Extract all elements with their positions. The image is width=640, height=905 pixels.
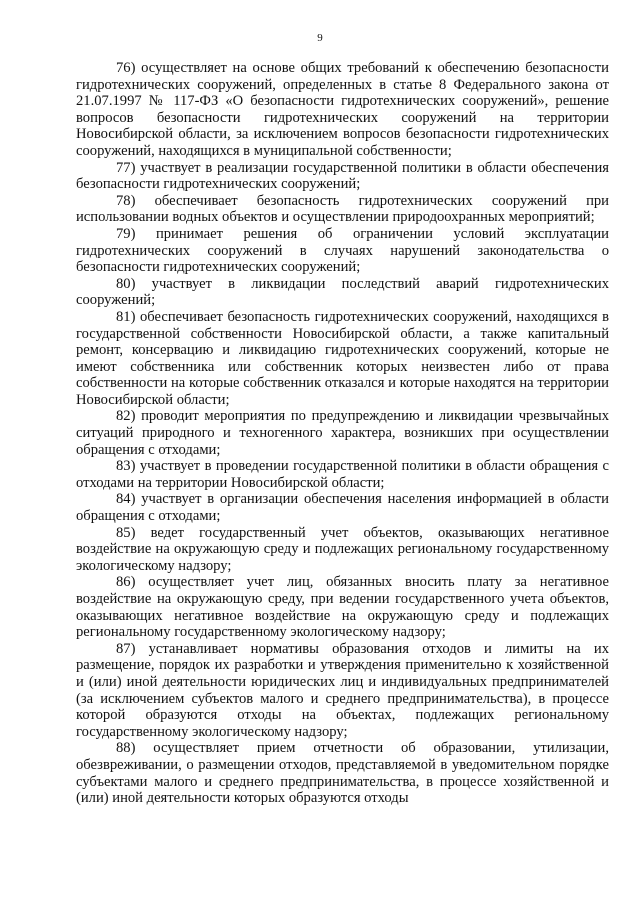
paragraph-82: 82) проводит мероприятия по предупреждению и ликвидации чрезвычайных ситуаций природного и техногенного характера, возникших при осуществлении обращения с отходами; [76, 408, 609, 458]
paragraph-76: 76) осуществляет на основе общих требований к обеспечению безопасности гидротехнических сооружений, определенных в статье 8 Федерального закона от 21.07.1997 № 117-ФЗ «О безопасности гидротехнических сооружений», решение вопросов безопасности гидротехнических сооружений на территории Новосибирской области, за исключением вопросов безопасности гидротехнических сооружений, находящихся в муниципальной собственности; [76, 60, 609, 159]
paragraph-78: 78) обеспечивает безопасность гидротехнических сооружений при использовании водных объектов и осуществлении природоохранных мероприятий; [76, 192, 609, 226]
paragraph-80: 80) участвует в ликвидации последствий аварий гидротехнических сооружений; [76, 275, 609, 309]
document-body [76, 60, 609, 807]
paragraph-81: 81) обеспечивает безопасность гидротехнических сооружений, находящихся в государственной собственности Новосибирской области, а также капитальный ремонт, консервацию и ликвидацию гидротехнических сооружений, которые не имеют собственника или собственник которых неизвестен либо от права собственности на которые собственник отказался и которые находятся на территории Новосибирской области; [76, 308, 609, 408]
paragraph-77: 77) участвует в реализации государственной политики в области обеспечения безопасности гидротехнических сооружений; [76, 159, 609, 193]
paragraph-85: 85) ведет государственный учет объектов, оказывающих негативное воздействие на окружающую среду и подлежащих региональному государственному экологическому надзору; [76, 524, 609, 574]
paragraph-83: 83) участвует в проведении государственной политики в области обращения с отходами на территории Новосибирской области; [76, 458, 609, 491]
paragraph-86: 86) осуществляет учет лиц, обязанных вносить плату за негативное воздействие на окружающую среду, при ведении государственного учета объектов, оказывающих негативное воздействие на окружающую среду и подлежащих региональному государственному экологическому надзору; [76, 574, 609, 641]
page-number: 9 [317, 32, 323, 44]
paragraph-84: 84) участвует в организации обеспечения населения информацией в области обращения с отходами; [76, 491, 609, 525]
paragraph-79: 79) принимает решения об ограничении условий эксплуатации гидротехнических сооружений в случаях нарушений законодательства о безопасности гидротехнических сооружений; [76, 225, 609, 276]
paragraph-87: 87) устанавливает нормативы образования отходов и лимиты на их размещение, порядок их разработки и утверждения применительно к хозяйственной и (или) иной деятельности юридических лиц и индивидуальных предпринимателей (за исключением субъектов малого и среднего предпринимательства), в процессе которой образуются отходы на объектах, подлежащих региональному государственному экологическому надзору; [76, 640, 609, 740]
paragraph-88: 88) осуществляет прием отчетности об образовании, утилизации, обезвреживании, о размещении отходов, представляемой в уведомительном порядке субъектами малого и среднего предпринимательства, в процессе хозяйственной и (или) иной деятельности которых образуются отходы [76, 740, 609, 807]
